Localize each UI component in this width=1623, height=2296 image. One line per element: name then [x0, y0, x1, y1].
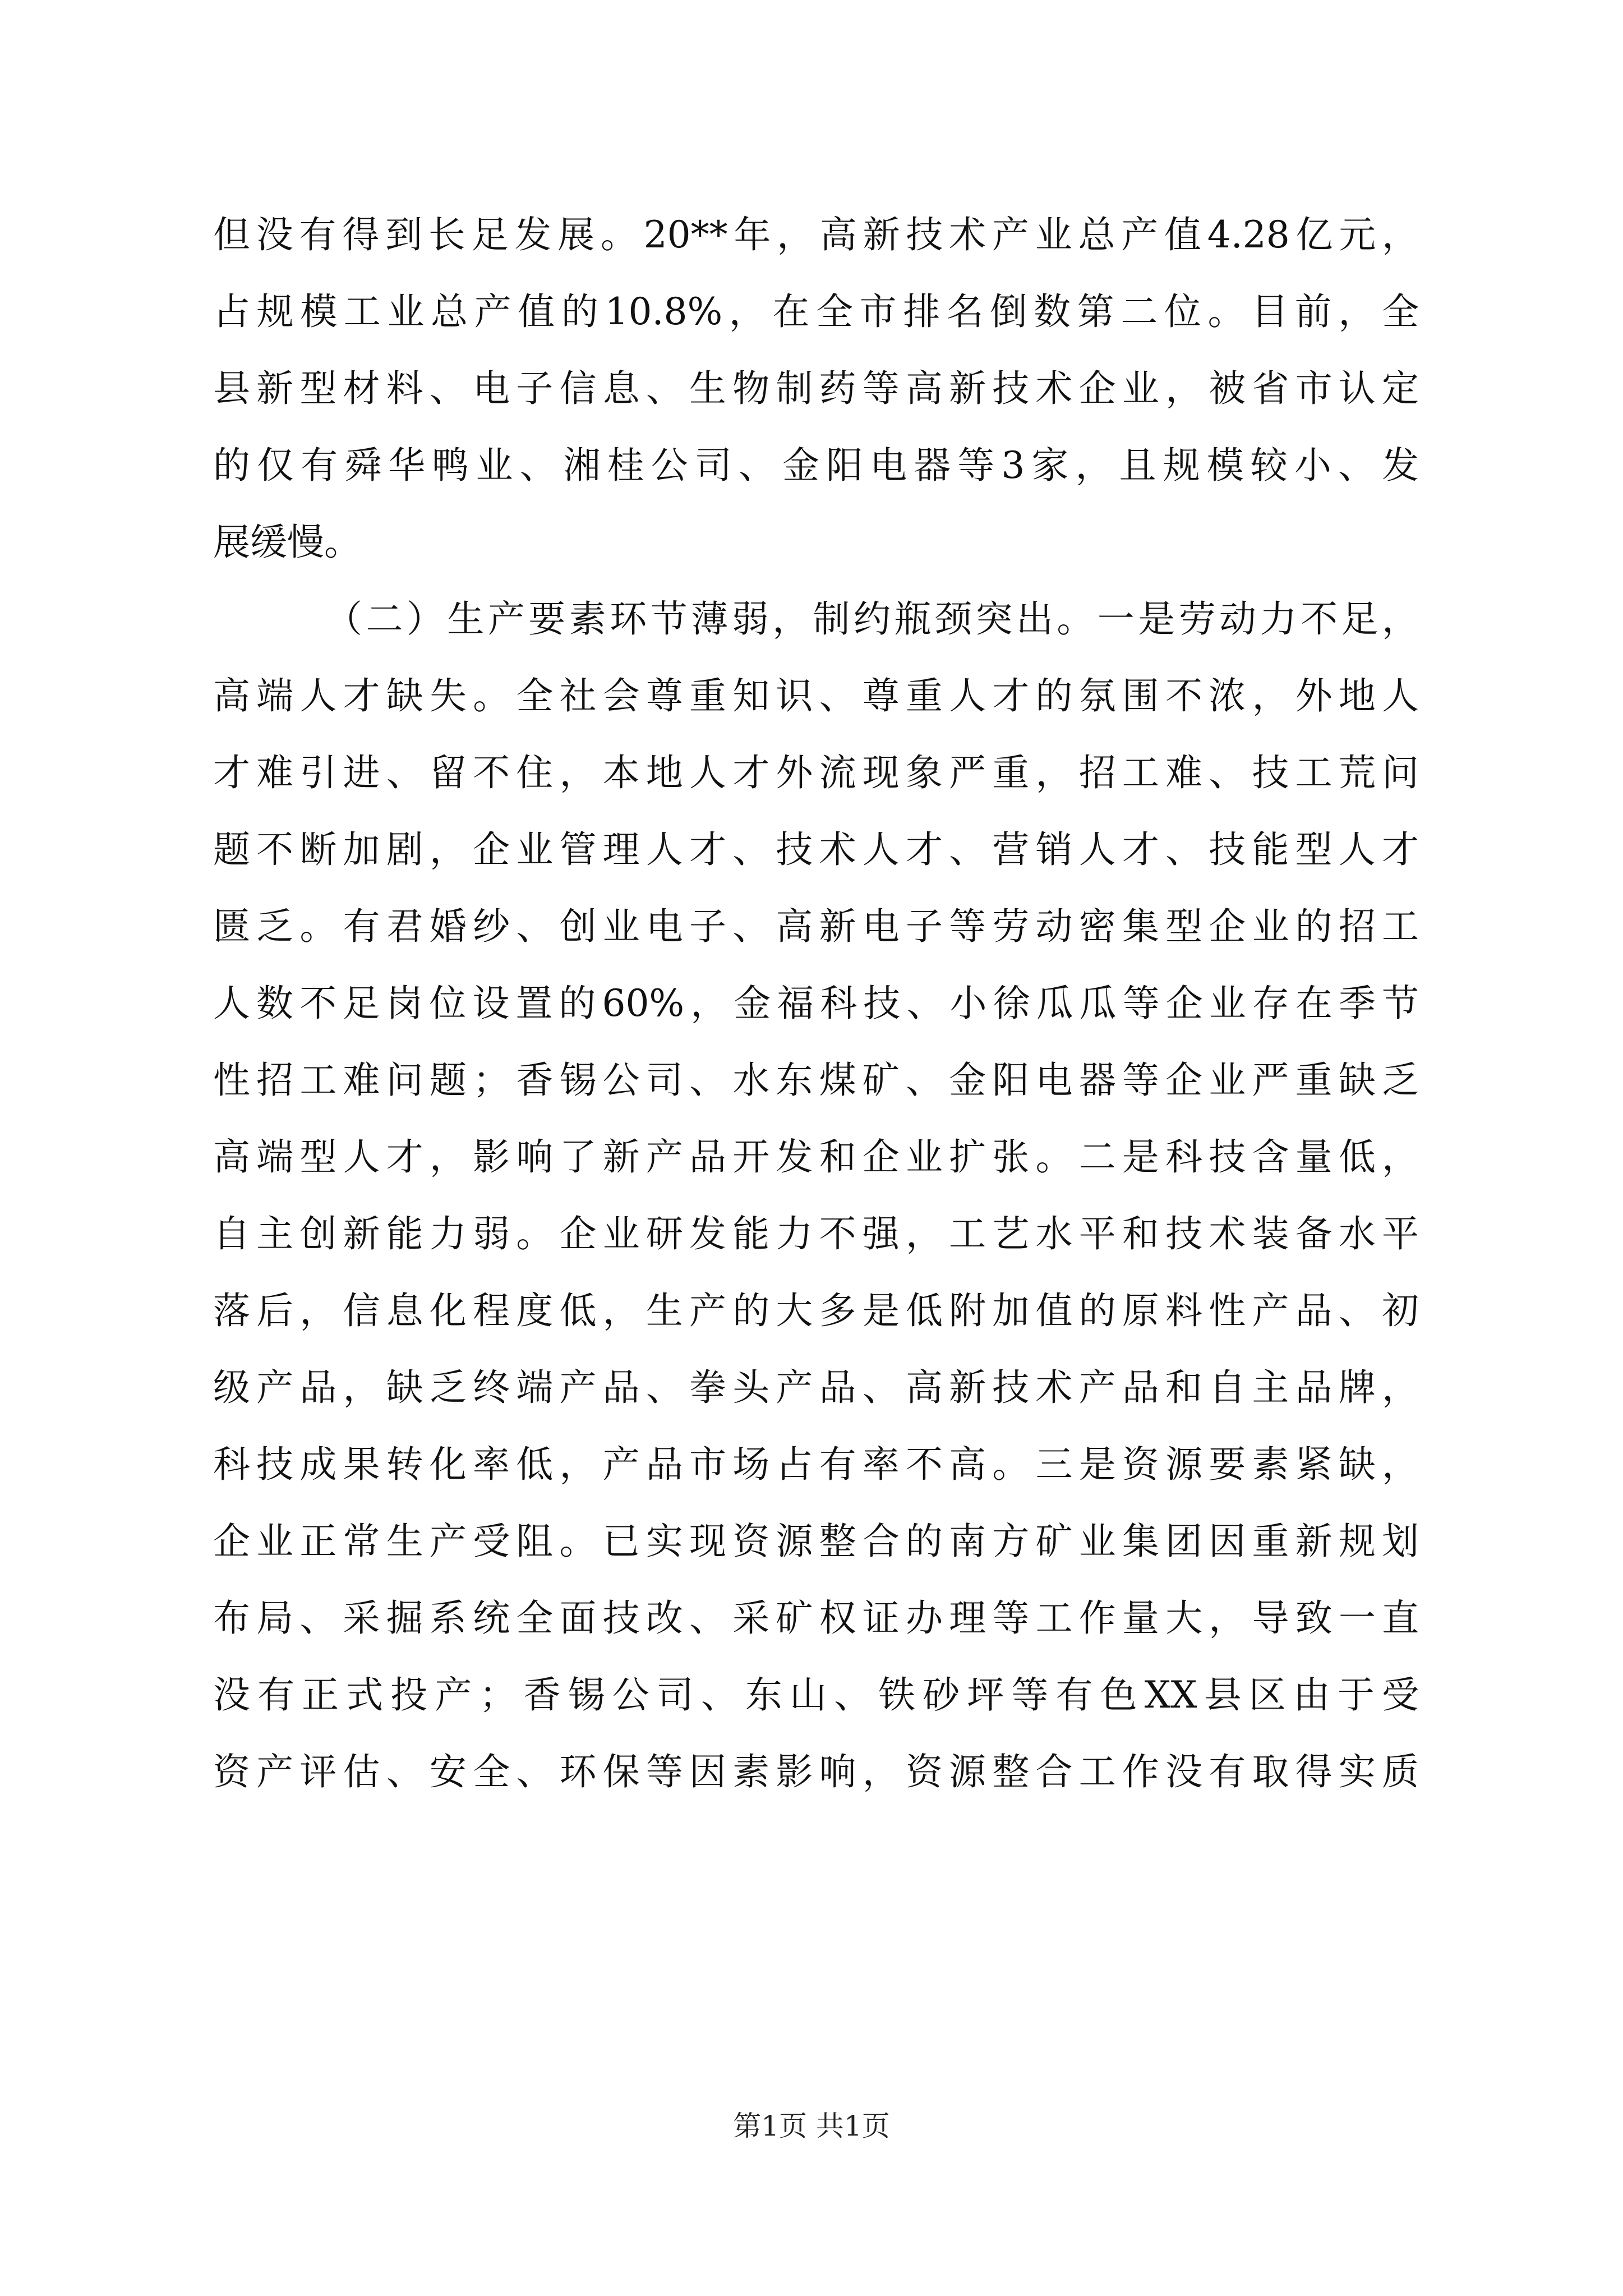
- text-line: 落后，信息化程度低，生产的大多是低附加值的原料性产品、初: [213, 1289, 1419, 1332]
- text-line: 占规模工业总产值的10.8%，在全市排名倒数第二位。目前，全: [213, 290, 1419, 333]
- text-line: 企业正常生产受阻。已实现资源整合的南方矿业集团因重新规划: [213, 1520, 1419, 1563]
- text-line: 匮乏。有君婚纱、创业电子、高新电子等劳动密集型企业的招工: [213, 905, 1419, 948]
- paragraph-2: [213, 581, 1419, 1810]
- text-line: （二）生产要素环节薄弱，制约瓶颈突出。一是劳动力不足，: [325, 597, 1419, 641]
- text-line: 人数不足岗位设置的60%，金福科技、小徐瓜瓜等企业存在季节: [213, 982, 1419, 1025]
- text-line: 布局、采掘系统全面技改、采矿权证办理等工作量大，导致一直: [213, 1596, 1419, 1640]
- text-line: 自主创新能力弱。企业研发能力不强，工艺水平和技术装备水平: [213, 1212, 1419, 1255]
- text-line: 但没有得到长足发展。20**年，高新技术产业总产值4.28亿元，: [213, 213, 1419, 256]
- text-line: 县新型材料、电子信息、生物制药等高新技术企业，被省市认定: [213, 367, 1419, 410]
- text-line: 的仅有舜华鸭业、湘桂公司、金阳电器等3家，且规模较小、发: [213, 444, 1419, 487]
- text-line: 高端人才缺失。全社会尊重知识、尊重人才的氛围不浓，外地人: [213, 674, 1419, 717]
- text-line: 没有正式投产；香锡公司、东山、铁砂坪等有色XX县区由于受: [213, 1673, 1419, 1717]
- text-line: 资产评估、安全、环保等因素影响，资源整合工作没有取得实质: [213, 1750, 1419, 1793]
- document-body: [213, 196, 1419, 1810]
- text-line: 科技成果转化率低，产品市场占有率不高。三是资源要素紧缺，: [213, 1443, 1419, 1486]
- paragraph-1: [213, 196, 1419, 581]
- text-line: 才难引进、留不住，本地人才外流现象严重，招工难、技工荒问: [213, 751, 1419, 794]
- text-line: 性招工难问题；香锡公司、水东煤矿、金阳电器等企业严重缺乏: [213, 1059, 1419, 1102]
- text-line: 级产品，缺乏终端产品、拳头产品、高新技术产品和自主品牌，: [213, 1366, 1419, 1409]
- text-line: 高端型人才，影响了新产品开发和企业扩张。二是科技含量低，: [213, 1135, 1419, 1179]
- page-footer: 第1页 共1页: [733, 2110, 890, 2142]
- text-line: 展缓慢。: [213, 521, 361, 564]
- text-line: 题不断加剧，企业管理人才、技术人才、营销人才、技能型人才: [213, 828, 1419, 871]
